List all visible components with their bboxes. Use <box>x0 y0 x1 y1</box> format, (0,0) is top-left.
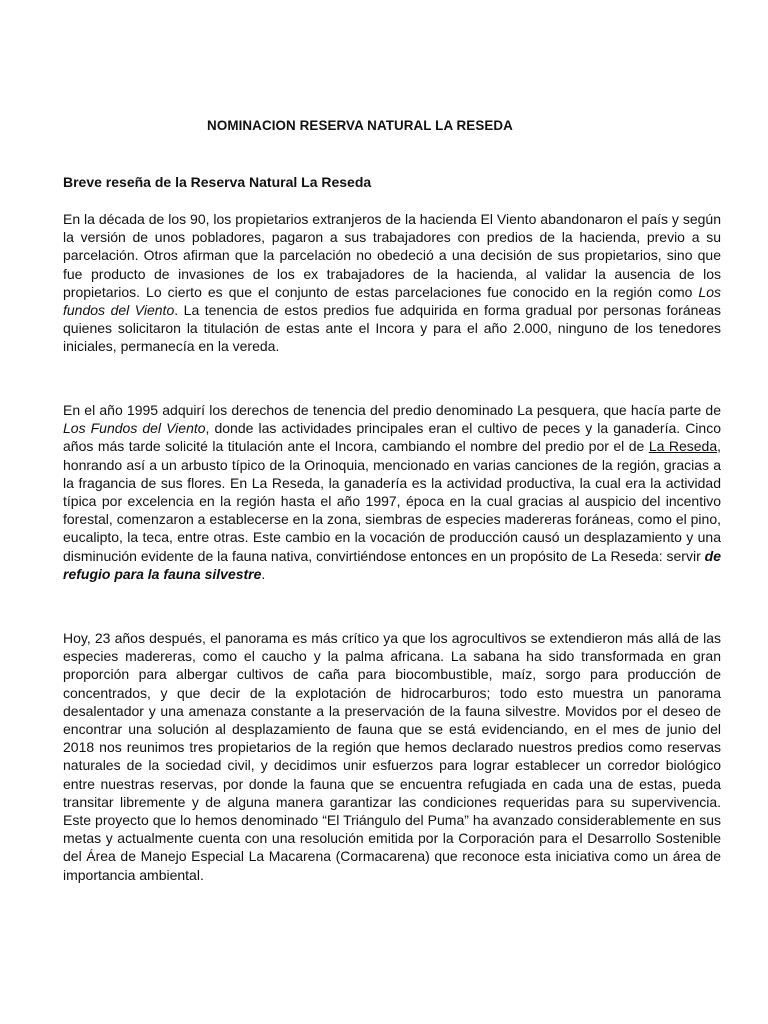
paragraph-2-text-d: . <box>261 565 266 582</box>
paragraph-1 <box>63 210 721 356</box>
paragraph-1-italic: Los fundos del Viento <box>63 283 721 319</box>
paragraph-2-underlined: La Reseda <box>648 438 718 455</box>
document-title: NOMINACION RESERVA NATURAL LA RESEDA <box>207 118 513 133</box>
paragraph-1-text-a: En la década de los 90, los propietarios extranjeros de la hacienda El Viento abandonaron el país y según la versión de unos pobladores, pagaron a sus trabajadores con predios de la hacienda, previo a su parcelación. Otros afirman que la parcelación no obedeció a una decisión de sus propietarios, sino que fue producto de invasiones de los ex trabajadores de la hacienda, al validar la ausencia de los propietarios. Lo cierto es que el conjunto de estas parcelaciones fue conocido en la región como <box>63 211 721 300</box>
paragraph-2-emphasis: de refugio para la fauna silvestre <box>63 547 721 582</box>
paragraph-2 <box>63 401 721 583</box>
paragraph-2-text-c: , honrando así a un arbusto típico de la Orinoquia, mencionado en varias canciones de la región, gracias a la fragancia de sus flores. En La Reseda, la ganadería es la actividad productiva, la cual era la actividad típica por excelencia en la región hasta el año 1997, época en la cual gracias al auspicio del incentivo forestal, comenzaron a establecerse en la zona, siembras de especies madereras foráneas, como el pino, eucalipto, la teca, entre otras. Este cambio en la vocación de producción causó un desplazamiento y una disminución evidente de la fauna nativa, convirtiéndose entonces en un propósito de La Reseda: servir <box>63 438 722 564</box>
paragraph-2-text-a: En el año 1995 adquirí los derechos de tenencia del predio denominado La pesquera, que hacía parte de <box>63 402 721 418</box>
section-subtitle: Breve reseña de la Reserva Natural La Reseda <box>63 174 372 190</box>
paragraph-2-italic: Los Fundos del Viento <box>63 420 206 437</box>
paragraph-1-text-b: . La tenencia de estos predios fue adquirida en forma gradual por personas foráneas quienes solicitaron la titulación de estas ante el Incora y para el año 2.000, ninguno de los tenedores iniciales, permanecía en la vereda. <box>63 302 721 355</box>
paragraph-2-text-b: , donde las actividades principales eran el cultivo de peces y la ganadería. Cinco años más tarde solicité la titulación ante el Incora, cambiando el nombre del predio por el de <box>63 420 721 455</box>
paragraph-3: Hoy, 23 años después, el panorama es más crítico ya que los agrocultivos se extendieron más allá de las especies madereras, como el caucho y la palma africana. La sabana ha sido transformada en gran proporción para albergar cultivos de caña para biocombustible, maíz, sorgo para producción de concentrados, y que decir de la explotación de hidrocarburos; todo esto muestra un panorama desalentador y una amenaza constante a la preservación de la fauna silvestre. Movidos por el deseo de encontrar una solución al desplazamiento de fauna que se está evidenciando, en el mes de junio del 2018 nos reunimos tres propietarios de la región que hemos declarado nuestros predios como reservas naturales de la sociedad civil, y decidimos unir esfuerzos para lograr establecer un corredor biológico entre nuestras reservas, por donde la fauna que se encuentra refugiada en cada una de estas, pueda transitar libremente y de alguna manera garantizar las condiciones requeridas para su supervivencia. Este proyecto que lo hemos denominado “El Triángulo del Puma” ha avanzado considerablemente en sus metas y actualmente cuenta con una resolución emitida por la Corporación para el Desarrollo Sostenible del Área de Manejo Especial La Macarena (Cormacarena) que reconoce esta iniciativa como un área de importancia ambiental. <box>63 630 721 883</box>
